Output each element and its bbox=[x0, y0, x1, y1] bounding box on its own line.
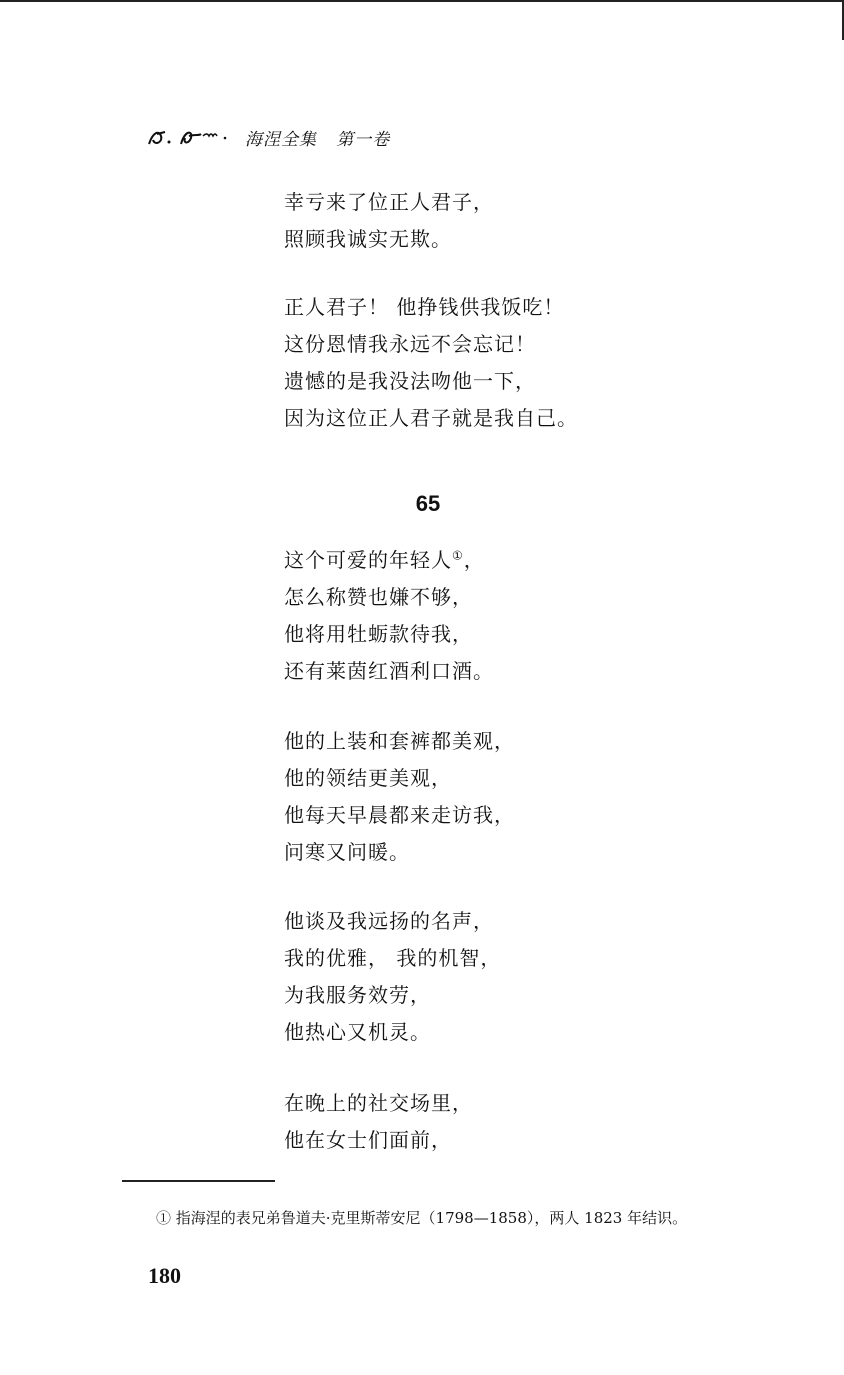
poem-line: 他在女士们面前， bbox=[284, 1128, 452, 1152]
poem-line: 为我服务效劳， bbox=[284, 983, 431, 1007]
poem-line: 幸亏来了位正人君子， bbox=[284, 190, 494, 214]
poem-line-text: 这个可爱的年轻人 bbox=[284, 548, 452, 572]
poem-line: 这份恩情我永远不会忘记！ bbox=[284, 332, 536, 356]
page-number: 180 bbox=[148, 1263, 181, 1288]
running-head-title: 海涅全集 第一卷 bbox=[245, 129, 391, 150]
poem-number: 65 bbox=[415, 491, 441, 516]
poem-line: 他的上装和套裤都美观， bbox=[284, 729, 515, 753]
running-header bbox=[145, 124, 390, 150]
poem-line: 因为这位正人君子就是我自己。 bbox=[284, 406, 578, 430]
top-border bbox=[0, 0, 844, 2]
poem-line: 我的优雅， 我的机智， bbox=[284, 946, 502, 970]
poem-line: 正人君子！ 他挣钱供我饭吃！ bbox=[284, 295, 565, 319]
poem-line-punct: ， bbox=[463, 548, 485, 572]
footnote-divider bbox=[122, 1180, 275, 1182]
poem-line: 怎么称赞也嫌不够， bbox=[284, 585, 473, 609]
poem-line bbox=[284, 542, 494, 579]
stanza-prev-1 bbox=[284, 184, 494, 258]
poem-line: 还有莱茵红酒利口酒。 bbox=[284, 659, 494, 683]
stanza-2 bbox=[284, 723, 515, 871]
poem-line: 问寒又问暖。 bbox=[284, 840, 410, 864]
poem-line: 他的领结更美观， bbox=[284, 766, 452, 790]
stanza-3 bbox=[284, 903, 501, 1051]
poem-line: 他谈及我远扬的名声， bbox=[284, 909, 494, 933]
stanza-1 bbox=[284, 542, 494, 690]
heine-signature-icon bbox=[145, 126, 241, 148]
stanza-4 bbox=[284, 1085, 473, 1159]
poem-line: 他热心又机灵。 bbox=[284, 1020, 431, 1044]
poem-line: 他每天早晨都来走访我， bbox=[284, 803, 515, 827]
stanza-prev-2 bbox=[284, 289, 578, 437]
footnote-text: ① 指海涅的表兄弟鲁道夫·克里斯蒂安尼（1798—1858），两人 1823 年结识。 bbox=[156, 1209, 688, 1227]
footnote-reference[interactable]: ① bbox=[452, 548, 464, 563]
poem-line: 他将用牡蛎款待我， bbox=[284, 622, 473, 646]
poem-line: 照顾我诚实无欺。 bbox=[284, 227, 452, 251]
poem-line: 在晚上的社交场里， bbox=[284, 1091, 473, 1115]
poem-line: 遗憾的是我没法吻他一下， bbox=[284, 369, 536, 393]
